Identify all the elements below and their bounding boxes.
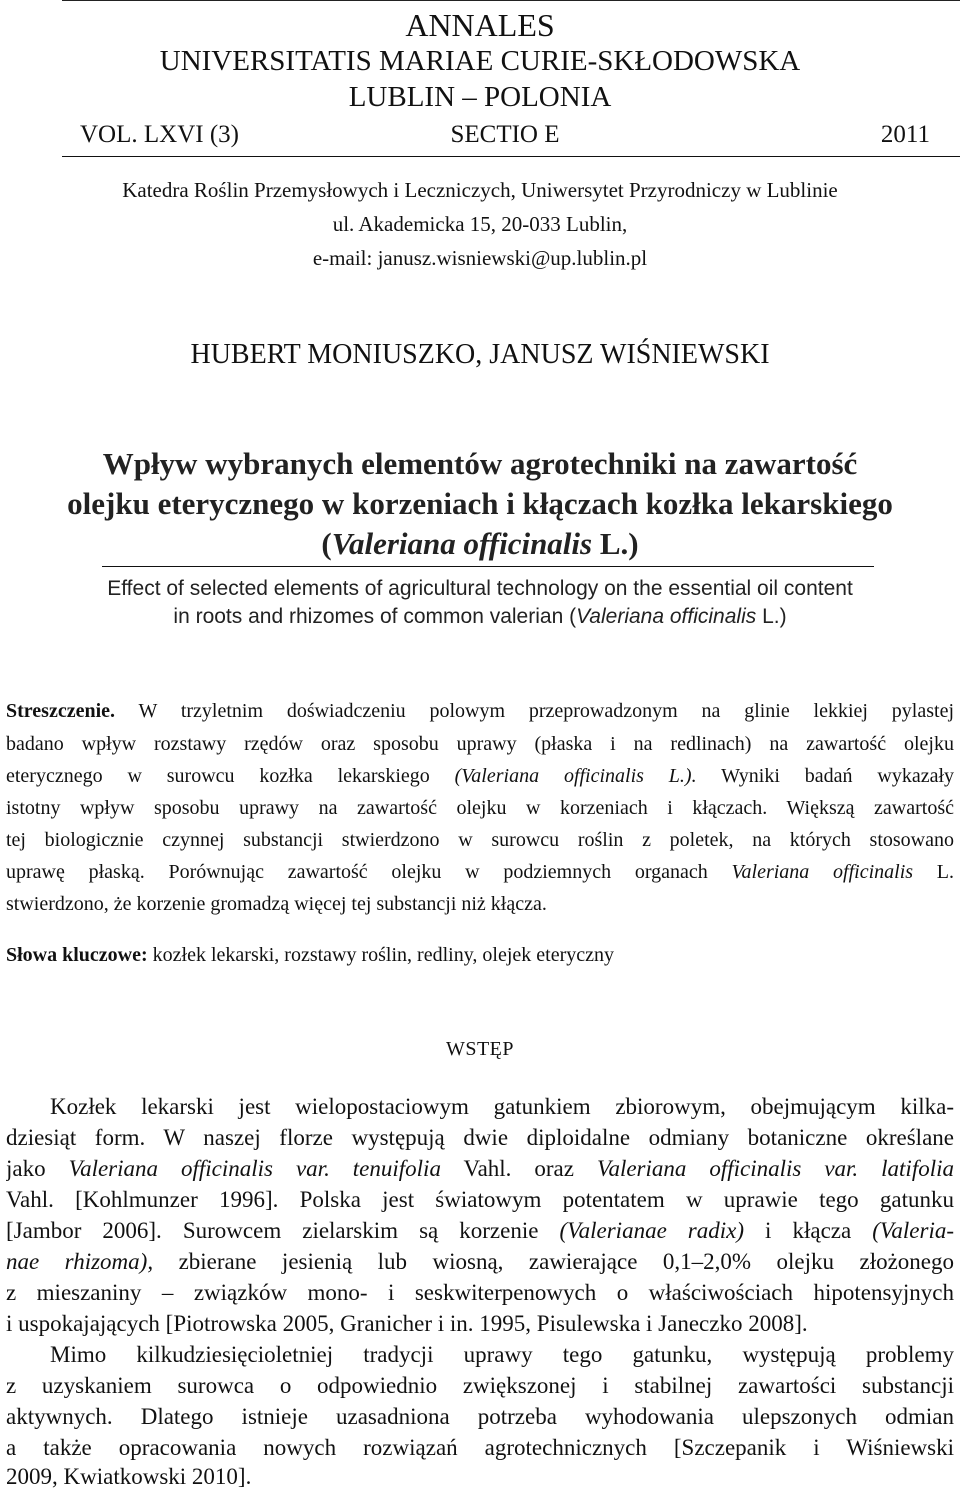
abstract-line: badano wpływ rozstawy rzędów oraz sposobu uprawy (płaska i na redlinach) na zawartość olejku [6, 733, 954, 755]
affiliation-address: ul. Akademicka 15, 20-033 Lublin, [332, 212, 628, 236]
affiliation-line: Katedra Roślin Przemysłowych i Leczniczych, Uniwersytet Przyrodniczy w Lublinie [122, 178, 838, 202]
keywords-text: kozłek lekarski, rozstawy roślin, redliny, olejek eteryczny [147, 944, 614, 966]
abstract-line: istotny wpływ sposobu uprawy na zawartość olejku w korzeniach i kłączach. Większą zawartość [6, 797, 954, 819]
authors: HUBERT MONIUSZKO, JANUSZ WIŚNIEWSKI [190, 339, 770, 370]
keywords-label: Słowa kluczowe: [6, 944, 148, 966]
abstract-line: Streszczenie. W trzyletnim doświadczeniu polowym przeprowadzonym na glinie lekkiej pylastej [6, 700, 954, 722]
journal-city: LUBLIN – POLONIA [348, 81, 612, 113]
affiliation-email: e-mail: janusz.wisniewski@up.lublin.pl [312, 246, 648, 270]
title-pl-line3: (Valeriana officinalis L.) [321, 526, 639, 561]
top-border [62, 0, 960, 1]
body-line: i uspokajających [Piotrowska 2005, Granicher i in. 1995, Pisulewska i Janeczko 2008]. [6, 1311, 808, 1336]
body-line: z uzyskaniem surowca o odpowiednio zwiększonej i stabilnej zawartości substancji [6, 1373, 954, 1398]
body-line: Vahl. [Kohlmunzer 1996]. Polska jest światowym potentatem w uprawie tego gatunku [6, 1187, 954, 1212]
title-divider [102, 566, 874, 567]
body-line: aktywnych. Dlatego istnieje uzasadniona potrzeba wyhodowania ulepszonych odmian [6, 1404, 954, 1429]
keywords [6, 944, 614, 967]
title-en-line2: in roots and rhizomes of common valerian (Valeriana officinalis L.) [173, 605, 787, 628]
abstract-line: eterycznego w surowcu kozłka lekarskiego (Valeriana officinalis L.). Wyniki badań wykazały [6, 765, 954, 787]
abstract-label: Streszczenie. [6, 700, 116, 722]
body-line: nae rhizoma), zbierane jesienią lub wiosną, zawierające 0,1–2,0% olejku złożonego [6, 1249, 954, 1274]
abstract-line: uprawę płaską. Porównując zawartość olejku w podziemnych organach Valeriana officinalis L. [6, 861, 954, 883]
header-divider [62, 156, 960, 157]
abstract-line: stwierdzono, że korzenie gromadzą więcej tej substancji niż kłącza. [6, 893, 547, 915]
journal-name: ANNALES [405, 7, 555, 43]
body-line: Kozłek lekarski jest wielopostaciowym gatunkiem zbiorowym, obejmującym kilka- [50, 1094, 954, 1119]
year-label: 2011 [880, 121, 930, 148]
section-label: SECTIO E [450, 121, 560, 148]
abstract-line: tej biologicznie czynnej substancji stwierdzono w surowcu roślin z poletek, na których stosowano [6, 829, 954, 851]
title-pl-line2: olejku eterycznego w korzeniach i kłączach kozłka lekarskiego [67, 486, 893, 521]
body-line: 2009, Kwiatkowski 2010]. [6, 1464, 252, 1489]
body-line: a także opracowania nowych rozwiązań agrotechnicznych [Szczepanik i Wiśniewski [6, 1435, 954, 1460]
body-line: jako Valeriana officinalis var. tenuifolia Vahl. oraz Valeriana officinalis var. latifolia [6, 1156, 954, 1181]
journal-university: UNIVERSITATIS MARIAE CURIE-SKŁODOWSKA [159, 45, 801, 77]
volume-label: VOL. LXVI (3) [80, 121, 239, 148]
body-line: [Jambor 2006]. Surowcem zielarskim są korzenie (Valerianae radix) i kłącza (Valeria- [6, 1218, 954, 1243]
title-pl-line1: Wpływ wybranych elementów agrotechniki na zawartość [102, 446, 858, 481]
body-line: Mimo kilkudziesięcioletniej tradycji uprawy tego gatunku, występują problemy [50, 1342, 954, 1367]
body-line: dziesiąt form. W naszej florze występują dwie diploidalne odmiany botaniczne określane [6, 1125, 954, 1150]
body-line: z mieszaniny – związków mono- i seskwiterpenowych o właściwościach hipotensyjnych [6, 1280, 954, 1305]
section-heading: WSTĘP [445, 1038, 515, 1060]
title-en-line1: Effect of selected elements of agricultural technology on the essential oil content [107, 577, 853, 600]
